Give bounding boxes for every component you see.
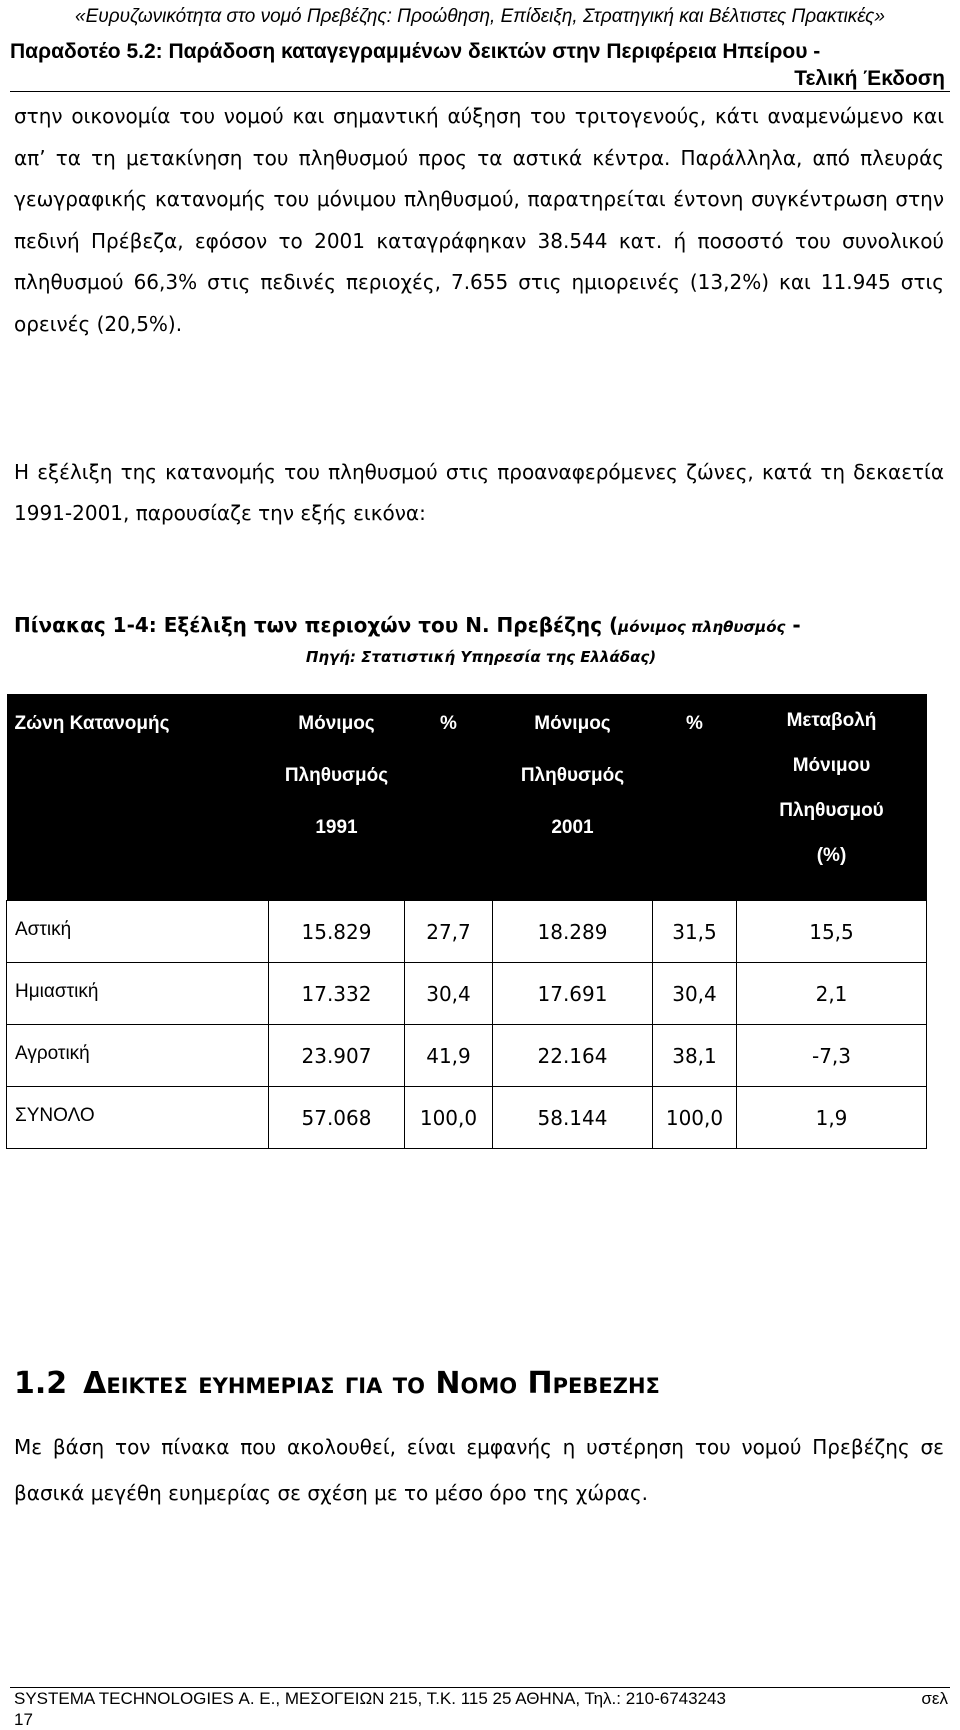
deliverable-title — [10, 38, 945, 92]
table-cell: 30,4 — [653, 963, 737, 1025]
table-cell: 18.289 — [493, 901, 653, 963]
body-paragraph-1: στην οικονομία του νομού και σημαντική αύξηση του τριτογενούς, κάτι αναμενώμενο και απ’ τα τη μετακίνηση του πληθυσμού προς τα αστικά κέντρα. Παράλληλα, από πλευράς γεωγραφικής κατανομής του μόνιμου πληθυσμού, παρατηρείται έντονη συγκέντρωση στην πεδινή Πρέβεζα, εφόσον το 2001 καταγράφηκαν 38.544 κατ. ή ποσοστό του συνολικού πληθυσμού 66,3% στις πεδινές περιοχές, 7.655 στις ημιορεινές (13,2%) και 11.945 στις ορεινές (20,5%). — [14, 104, 944, 336]
table-cell: ΣΥΝΟΛΟ — [7, 1087, 269, 1149]
body-paragraph-3: Με βάση τον πίνακα που ακολουθεί, είναι εμφανής η υστέρηση του νομού Πρεβέζης σε βασικά μεγέθη ευημερίας σε σχέση με το μέσο όρο της χώρας. — [14, 1435, 944, 1505]
deliverable-title-line1: Παραδοτέο 5.2: Παράδοση καταγεγραμμένων δεικτών στην Περιφέρεια Ηπείρου - — [10, 40, 821, 63]
table-cell: 17.691 — [493, 963, 653, 1025]
table-cell: 41,9 — [405, 1025, 493, 1087]
table-cell: 100,0 — [653, 1087, 737, 1149]
header-zone: Ζώνη Κατανομής — [7, 694, 269, 901]
footer-page-number: 17 — [14, 1710, 33, 1729]
table-cell: 1,9 — [737, 1087, 927, 1149]
caption-note: μόνιμος πληθυσμός — [618, 618, 786, 636]
table-row — [7, 963, 927, 1025]
header-pop-1991: Μόνιμος Πληθυσμός 1991 — [269, 694, 405, 901]
table-cell: 27,7 — [405, 901, 493, 963]
table-cell: 38,1 — [653, 1025, 737, 1087]
table-cell: 23.907 — [269, 1025, 405, 1087]
table-cell: Αγροτική — [7, 1025, 269, 1087]
header-divider — [10, 91, 950, 92]
section-heading — [14, 1366, 660, 1401]
header-percent-1991: % — [405, 694, 493, 901]
table-row — [7, 901, 927, 963]
table-cell: 100,0 — [405, 1087, 493, 1149]
table-row — [7, 1025, 927, 1087]
table-row-total — [7, 1087, 927, 1149]
table-cell: 15,5 — [737, 901, 927, 963]
section-number: 1.2 — [14, 1366, 68, 1401]
table-cell: -7,3 — [737, 1025, 927, 1087]
caption-dash: - — [785, 613, 801, 637]
table-cell: Ημιαστική — [7, 963, 269, 1025]
table-cell: 57.068 — [269, 1087, 405, 1149]
table-cell: 58.144 — [493, 1087, 653, 1149]
header-pop-2001: Μόνιμος Πληθυσμός 2001 — [493, 694, 653, 901]
table-header-row — [7, 694, 927, 901]
table-cell: 17.332 — [269, 963, 405, 1025]
header-change: Μεταβολή Μόνιμου Πληθυσμού (%) — [737, 694, 927, 901]
table-cell: Αστική — [7, 901, 269, 963]
table-cell: 2,1 — [737, 963, 927, 1025]
document-header-title: «Ευρυζωνικότητα στο νομό Πρεβέζης: Προώθηση, Επίδειξη, Στρατηγική και Βέλτιστες Πρακτικές» — [75, 6, 885, 27]
table-cell: 15.829 — [269, 901, 405, 963]
table-cell: 22.164 — [493, 1025, 653, 1087]
table-cell: 30,4 — [405, 963, 493, 1025]
footer-company: SYSTEMA TECHNOLOGIES Α. Ε., ΜΕΣΟΓΕΙΩΝ 215, Τ.Κ. 115 25 ΑΘΗΝΑ, Τηλ.: 210-6743243 — [14, 1689, 726, 1708]
caption-source: Πηγή: Στατιστική Υπηρεσία της Ελλάδας) — [305, 648, 657, 666]
table-caption — [14, 604, 948, 672]
table-cell: 31,5 — [653, 901, 737, 963]
page-footer — [14, 1688, 948, 1730]
caption-main: Πίνακας 1-4: Εξέλιξη των περιοχών του Ν. Πρεβέζης ( — [14, 613, 619, 637]
body-paragraph-2: Η εξέλιξη της κατανομής του πληθυσμού στις προαναφερόμενες ζώνες, κατά τη δεκαετία 1991-2001, παρουσίαζε την εξής εικόνα: — [14, 460, 944, 525]
deliverable-title-line2: Τελική Έκδοση — [794, 67, 945, 90]
population-table — [6, 694, 927, 1149]
header-percent-2001: % — [653, 694, 737, 901]
footer-page-label: σελ — [921, 1689, 948, 1708]
section-title: Δεικτες ευημεριας για το Νομο Πρεβεζης — [83, 1366, 660, 1401]
